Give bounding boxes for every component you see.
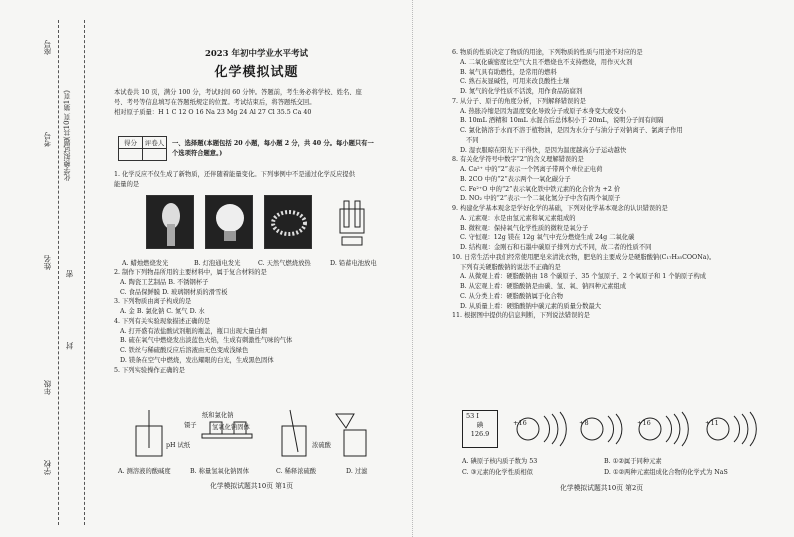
cell-symbol: I — [476, 412, 479, 420]
q11-b: B. ①②属于同种元素 — [604, 458, 662, 465]
atom-structure-diagrams — [510, 408, 780, 450]
binding-strip — [4, 20, 104, 525]
atom-diagram-1 — [517, 412, 566, 446]
q5-label-naoh-solid: 氢氧化钠固体 — [212, 424, 250, 431]
page-2-footer: 化学模拟试题共10页 第2页 — [560, 484, 644, 492]
q10-stem-2: 下列有关硬脂酸钠的说法不正确的是 — [460, 263, 561, 271]
q2-ab: A. 陶瓷工艺制品 B. 不锈钢杯子 — [120, 278, 209, 286]
cell-name: 碘 — [476, 420, 484, 429]
q11-c: C. ③元素的化学性质相似 — [462, 469, 533, 476]
q7-b: B. 10mL 酒精和 10mL 水混合后总体积小于 20mL，说明分子间有间隔 — [460, 117, 664, 125]
q2-cd: C. 食品保鲜膜 D. 玻璃钢材质的滑雪板 — [120, 288, 228, 296]
q8-b: B. 2CO 中的“2”表示两个一氧化碳分子 — [460, 175, 571, 183]
q11-stem: 11. 根据图中提供的信息判断，下列说法错误的是 — [452, 312, 590, 320]
q3-options: A. 金 B. 氯化钠 C. 氮气 D. 水 — [120, 308, 205, 315]
exam-title: 2023 年初中学业水平考试 — [204, 49, 309, 59]
q1-option-d: D. 铅蓄电池放电 — [330, 260, 377, 267]
q9-d: D. 结构观：金刚石和石墨中碳原子排列方式不同，故二者的性质不同 — [460, 244, 652, 251]
atom-diagram-4 — [707, 412, 756, 446]
q5-label-paper: 纸和氯化钠 — [202, 412, 234, 419]
score-table — [118, 136, 167, 161]
strip-vertical-title: 化学模拟试题(共10页 第1页) — [63, 90, 71, 182]
atom-4-nucleus: +11 — [705, 419, 719, 427]
q8-a: A. Ca²⁺ 中的“2”表示一个钙离子带两个单位正电荷 — [460, 166, 603, 173]
q7-stem: 7. 从分子、原子的角度分析，下列解释错误的是 — [452, 97, 586, 105]
gas-flame-photo — [264, 195, 312, 249]
q1-stem-1: 1. 化学反应不仅生成了新物质，还伴随着能量变化。下列事例中不是通过化学反应提供 — [114, 171, 355, 178]
page-1-footer: 化学模拟试题共10页 第1页 — [210, 482, 294, 490]
q4-stem: 4. 下列有关实验现象描述正确的是 — [114, 317, 211, 325]
q11-a: A. 碘原子核内质子数为 53 — [462, 458, 538, 465]
page-1-q1 — [114, 170, 399, 190]
q1-option-c: C. 天然气燃烧放热 — [258, 260, 311, 267]
field-exam-no: 考号 — [43, 132, 52, 147]
q1-option-a: A. 蜡烛燃烧发光 — [122, 260, 169, 267]
q9-c: C. 守恒观：12g 镁在 12g 氧气中充分燃烧生成 24g 二氧化碳 — [460, 234, 635, 242]
instructions-line-1: 本试卷共 10 页，满分 100 分，考试时间 60 分钟。答题前，考生务必将学校、姓名、座 — [114, 89, 362, 97]
q1-option-b: B. 灯泡通电发光 — [194, 260, 241, 267]
q10-a: A. 从微观上看：硬脂酸钠由 18 个碳原子、35 个氢原子、2 个氧原子和 1 个钠原子构成 — [460, 273, 707, 281]
field-school: 学校 — [43, 460, 52, 475]
q2-stem: 2. 制作下列物品所用的主要材料中，属于复合材料的是 — [114, 269, 267, 276]
q5-option-d: D. 过滤 — [346, 468, 368, 475]
q4-a: A. 打开盛有浓盐酸试剂瓶的瓶盖，瓶口出现大量白烟 — [120, 327, 268, 335]
instructions-line-2: 号、考号等信息填写在答题纸规定的位置。考试结束后，将答题纸交回。 — [114, 99, 316, 107]
atom-2-nucleus: +8 — [579, 419, 589, 427]
score-label: 得分 — [119, 137, 143, 149]
q5-stem: 5. 下列实验操作正确的是 — [114, 366, 185, 374]
cell-mass: 126.9 — [470, 429, 490, 438]
page-1-q2-q4 — [114, 268, 399, 375]
q8-stem: 8. 有关化学符号中数字“2”的含义理解错误的是 — [452, 156, 584, 164]
q4-c: C. 铁丝与稀硫酸反应后溶液由无色变成浅绿色 — [120, 347, 249, 354]
q6-b: B. 氧气具有助燃性，是常用的燃料 — [460, 68, 557, 76]
q4-d: D. 镁条在空气中燃烧，发出耀眼的白光，生成黑色固体 — [120, 356, 274, 364]
q10-d: D. 从质量上看：硬脂酸钠中碳元素的质量分数最大 — [460, 302, 602, 310]
atom-1-nucleus: +16 — [513, 419, 527, 427]
atom-3-nucleus: +16 — [637, 419, 651, 427]
cell-number: 53 — [466, 412, 475, 420]
q10-c: C. 从分类上看：硬脂酸钠属于化合物 — [460, 292, 564, 300]
q5-label-conc-acid: 浓硫酸 — [312, 442, 331, 449]
q7-c2: 不同 — [466, 136, 479, 144]
q6-a: A. 二氧化碳密度比空气大且不燃烧也不支持燃烧，用作灭火剂 — [460, 58, 633, 66]
field-grade: 年级 — [43, 380, 52, 395]
q4-b: B. 硫在氧气中燃烧发出淡蓝色火焰，生成有刺激性气味的气体 — [120, 337, 293, 345]
page-1 — [114, 48, 399, 118]
q3-stem: 3. 下列物质由离子构成的是 — [114, 298, 192, 306]
q5-label-ph-paper: pH 试纸 — [166, 442, 191, 449]
field-name: 姓名 — [43, 255, 52, 270]
seal-line-2 — [84, 20, 85, 525]
strip-seal-mark-1: 密 — [65, 270, 74, 278]
electrolysis-apparatus — [330, 195, 374, 249]
section-heading-2: 个选项符合题意。) — [172, 149, 223, 157]
q7-d: D. 湿衣服晾在阳光下干得快，是因为温度越高分子运动越快 — [460, 146, 627, 154]
q5-option-c: C. 稀释浓硫酸 — [276, 468, 317, 475]
field-seat: 座号 — [43, 40, 52, 55]
section-one-heading — [172, 139, 397, 159]
seal-line — [58, 20, 59, 525]
subject-title: 化学模拟试题 — [214, 65, 299, 81]
q5-label-tweezers: 镊子 — [184, 422, 197, 429]
q9-a: A. 元素观：水是由氢元素和氧元素组成的 — [460, 214, 576, 222]
q1-stem-2: 能量的是 — [114, 180, 140, 188]
q7-c1: C. 氯化钠溶于水而不溶于植物油，是因为水分子与油分子对钠离子、氯离子作用 — [460, 127, 683, 134]
grader-cell[interactable] — [143, 149, 167, 161]
page-divider — [412, 0, 413, 537]
instructions-line-3: 相对原子质量：H 1 C 12 O 16 Na 23 Mg 24 Al 27 Cl 35.5 Ca 40 — [114, 108, 312, 116]
strip-seal-mark-2: 封 — [65, 342, 74, 350]
element-cell-iodine — [462, 410, 498, 448]
q5-option-a: A. 测溶液的酸碱度 — [118, 468, 171, 475]
q8-c: C. Fe²⁺O 中的“2”表示氧化铁中铁元素的化合价为 +2 价 — [460, 185, 621, 193]
q10-b: B. 从宏观上看：硬脂酸钠是由碳、氢、氧、钠四种元素组成 — [460, 283, 627, 290]
section-heading-1: 一、选择题(本题包括 20 小题，每小题 2 分，共 40 分。每小题只有一 — [172, 140, 374, 147]
q9-b: B. 微粒观：保持氧气化学性质的微粒是氧分子 — [460, 224, 589, 232]
q10-stem-1: 10. 日常生活中我们经常使用肥皂来清洗衣物，肥皂的主要成分是硬脂酸钠(C₁₇H₃₅COONa)。 — [452, 253, 716, 261]
grader-label: 评卷人 — [143, 137, 167, 149]
q7-a: A. 热胀冷缩是因为温度变化导致分子或原子本身变大或变小 — [460, 107, 626, 115]
score-cell[interactable] — [119, 149, 143, 161]
lab-apparatus-drawings — [122, 408, 392, 463]
q8-d: D. NO₂ 中的“2”表示一个二氧化氮分子中含有两个氧原子 — [460, 195, 621, 203]
atom-diagram-3 — [639, 412, 688, 446]
q5-option-b: B. 称量氢氧化钠固体 — [190, 468, 250, 475]
q6-stem: 6. 物质的性质决定了物质的用途，下列物质的性质与用途不对应的是 — [452, 49, 643, 56]
bulb-photo — [205, 195, 253, 249]
candle-photo — [146, 195, 194, 249]
q11-d: D. ①②两种元素组成化合物的化学式为 NaS — [604, 469, 728, 476]
page-2 — [452, 48, 777, 321]
q6-d: D. 氮气的化学性质不活泼，用作食品防腐剂 — [460, 88, 583, 95]
q9-stem: 9. 构建化学基本观念是学好化学的基础，下列对化学基本观念的认识错误的是 — [452, 205, 668, 212]
q6-c: C. 熟石灰显碱性，可用来改良酸性土壤 — [460, 78, 570, 86]
